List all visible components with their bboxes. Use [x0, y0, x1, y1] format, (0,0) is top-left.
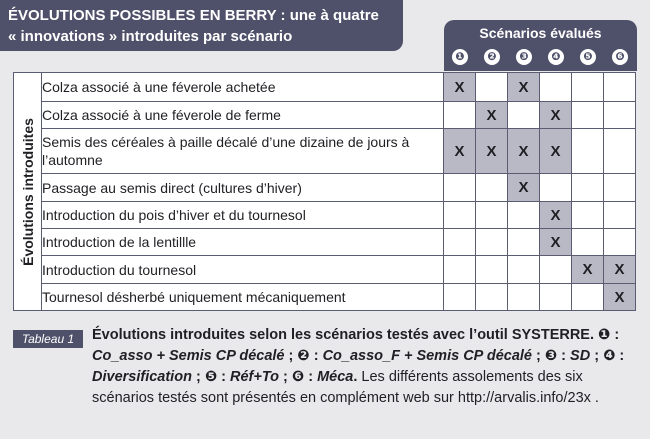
scenario-number-4: ❹ — [548, 49, 564, 65]
scenario-cell — [540, 73, 572, 102]
scenario-cell — [604, 129, 636, 174]
row-label: Introduction de la lentillle — [42, 229, 444, 256]
caption-s3-name: SD — [570, 348, 591, 364]
row-label: Semis des céréales à paille décalé d’une dizaine de jours à l’automne — [42, 129, 444, 174]
scenario-cell — [444, 229, 476, 256]
caption-s4-num: ❹ — [603, 348, 616, 364]
scenario-cell — [508, 229, 540, 256]
row-label: Passage au semis direct (cultures d’hiver) — [42, 174, 444, 202]
evolutions-table — [13, 72, 636, 311]
title-line-1: ÉVOLUTIONS POSSIBLES EN BERRY : une à quatre — [8, 7, 379, 24]
evolutions-table-body — [14, 73, 636, 311]
scenario-cell — [572, 202, 604, 229]
table-row — [14, 284, 636, 311]
scenario-cell — [572, 174, 604, 202]
table-title — [0, 0, 403, 51]
scenario-number-1: ❶ — [452, 49, 468, 65]
scenario-cell: X — [508, 73, 540, 102]
caption-s2-name: Co_asso_F + Semis CP décalé — [322, 348, 532, 364]
scenario-cell — [444, 284, 476, 311]
scenario-cell — [604, 73, 636, 102]
caption-tag: Tableau 1 — [13, 330, 83, 348]
scenario-cell — [444, 256, 476, 284]
axis-label: Évolutions introduites — [19, 117, 36, 266]
scenario-cell: X — [604, 256, 636, 284]
table-row — [14, 202, 636, 229]
scenario-cell — [476, 256, 508, 284]
scenario-cell: X — [508, 174, 540, 202]
scenario-cell — [508, 202, 540, 229]
table-caption: Évolutions introduites selon les scénarios testés avec l’outil SYSTERRE. ❶ : Co_asso + Semis CP décalé ; ❷ : Co_asso_F + Semis CP décalé ; ❸ : SD ; ❹ : Diversification ; ❺ : Réf+To ; ❻ : Méca. Les différents assolements des six scénarios testés sont présentés en complément web sur http://arvalis.info/23x . — [92, 327, 625, 406]
caption-s5-name: Réf+To — [229, 369, 279, 385]
table-row — [14, 174, 636, 202]
table-row — [14, 129, 636, 174]
scenario-cell — [508, 102, 540, 129]
scenario-cell — [572, 284, 604, 311]
scenario-cell — [604, 174, 636, 202]
table-row — [14, 256, 636, 284]
caption-text: Les différents assolements des six scénarios testés sont présentés en complément web sur http://arvalis.info/23x . — [92, 369, 599, 406]
row-label: Colza associé à une féverole achetée — [42, 73, 444, 102]
scenario-cell: X — [508, 129, 540, 174]
scenario-number-6: ❻ — [612, 49, 628, 65]
scenario-cell: X — [476, 102, 508, 129]
scenario-cell — [476, 229, 508, 256]
scenario-number-3: ❸ — [516, 49, 532, 65]
title-line-2: « innovations » introduites par scénario — [8, 28, 293, 45]
scenario-cell: X — [444, 73, 476, 102]
scenario-cell — [604, 202, 636, 229]
scenario-cell — [572, 73, 604, 102]
scenario-cell — [476, 202, 508, 229]
caption-s3-num: ❸ — [544, 348, 558, 364]
scenario-cell — [604, 229, 636, 256]
scenario-cell — [444, 102, 476, 129]
scenario-cell — [508, 284, 540, 311]
scenario-cell — [572, 229, 604, 256]
scenario-cell — [444, 174, 476, 202]
scenario-cell — [572, 129, 604, 174]
scenario-cell — [476, 174, 508, 202]
caption-s1-num: ❶ — [598, 327, 611, 343]
scenario-cell — [476, 73, 508, 102]
caption-s4-name: Diversification — [92, 369, 192, 385]
scenario-cell — [508, 256, 540, 284]
scenario-cell — [540, 174, 572, 202]
caption-s1-name: Co_asso + Semis CP décalé — [92, 348, 285, 364]
scenario-cell — [444, 202, 476, 229]
scenario-cell — [604, 102, 636, 129]
caption-s6-name: Méca — [317, 369, 354, 385]
caption-s6-num: ❻ — [291, 369, 305, 385]
table-row — [14, 229, 636, 256]
scenario-cell: X — [604, 284, 636, 311]
caption-s2-num: ❷ — [297, 348, 310, 364]
row-label: Tournesol désherbé uniquement mécaniquement — [42, 284, 444, 311]
scenario-number-5: ❺ — [580, 49, 596, 65]
axis-label-cell — [14, 73, 42, 311]
scenarios-header — [444, 20, 637, 71]
scenario-cell — [476, 284, 508, 311]
scenario-cell: X — [476, 129, 508, 174]
scenario-cell: X — [540, 102, 572, 129]
scenarios-header-title: Scénarios évalués — [479, 25, 602, 41]
scenario-cell — [540, 284, 572, 311]
row-label: Introduction du pois d’hiver et du tournesol — [42, 202, 444, 229]
scenario-cell — [540, 256, 572, 284]
table-row — [14, 102, 636, 129]
caption-intro: Évolutions introduites selon les scénarios testés avec l’outil SYSTERRE. — [92, 327, 595, 343]
row-label: Colza associé à une féverole de ferme — [42, 102, 444, 129]
scenario-cell: X — [540, 129, 572, 174]
scenario-cell — [572, 102, 604, 129]
table-row — [14, 73, 636, 102]
caption-s5-num: ❺ — [204, 369, 218, 385]
scenario-number-2: ❷ — [484, 49, 500, 65]
scenario-cell: X — [444, 129, 476, 174]
scenario-cell: X — [572, 256, 604, 284]
scenario-cell: X — [540, 229, 572, 256]
row-label: Introduction du tournesol — [42, 256, 444, 284]
scenario-cell: X — [540, 202, 572, 229]
